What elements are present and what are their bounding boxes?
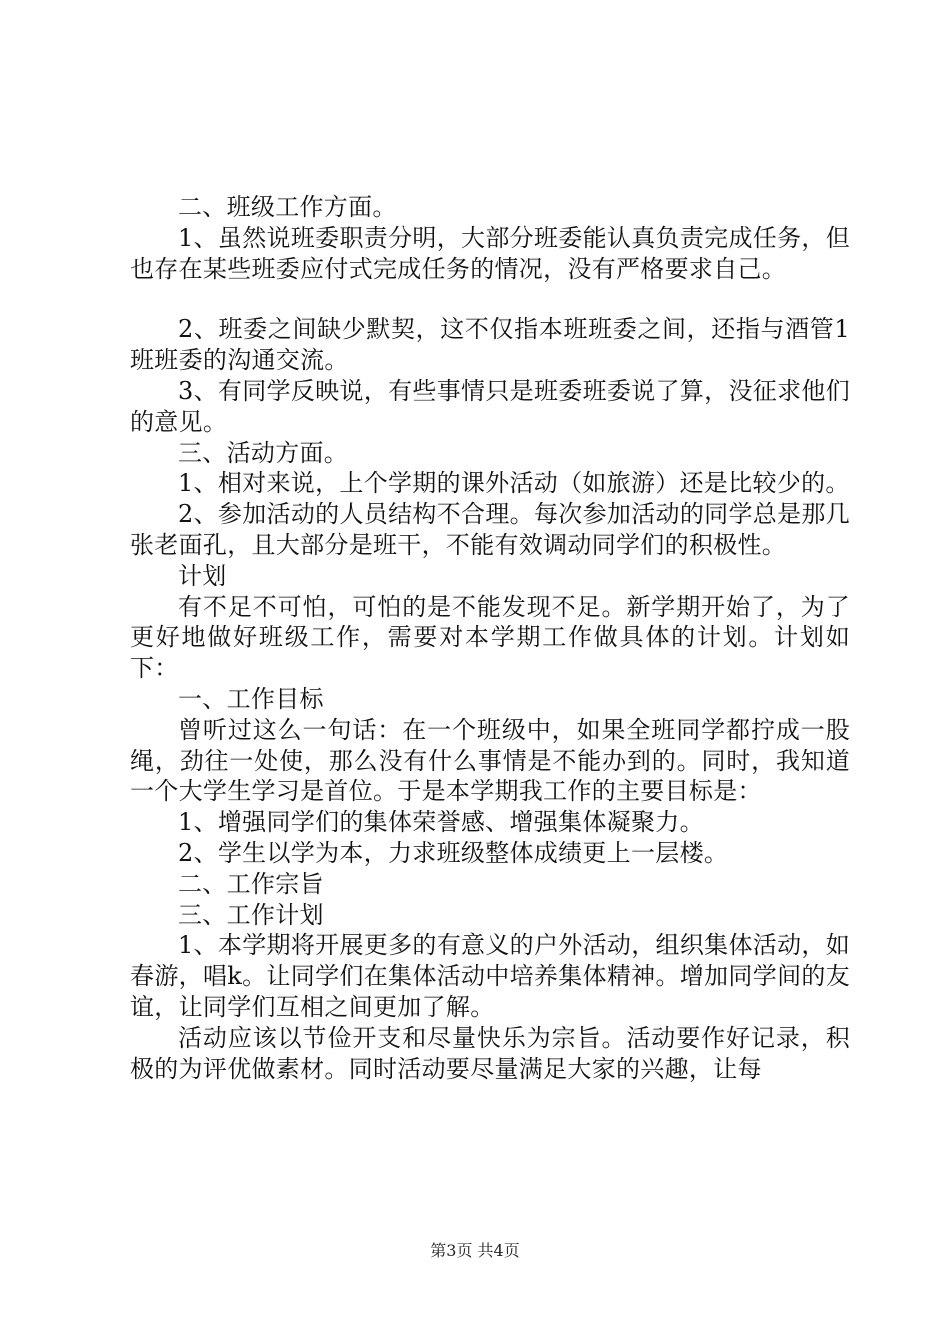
paragraph-plan-intro: 有不足不可怕，可怕的是不能发现不足。新学期开始了，为了更好地做好班级工作，需要对本学期工作做具体的计划。计划如下： <box>130 592 850 683</box>
paragraph-class-work-2: 2、班委之间缺少默契，这不仅指本班班委之间，还指与酒管1班班委的沟通交流。 <box>130 315 850 375</box>
paragraph-activity-principle: 活动应该以节俭开支和尽量快乐为宗旨。活动要作好记录，积极的为评优做素材。同时活动要尽量满足大家的兴趣，让每 <box>130 1023 850 1083</box>
page-footer <box>0 1241 950 1261</box>
section-heading-plan: 计划 <box>178 561 227 590</box>
paragraph-goal-1: 1、增强同学们的集体荣誉感、增强集体凝聚力。 <box>178 808 704 837</box>
section-heading-activities: 三、活动方面。 <box>178 438 349 467</box>
document-body <box>130 192 850 1084</box>
paragraph-class-work-3: 3、有同学反映说，有些事情只是班委班委说了算，没征求他们的意见。 <box>130 376 850 436</box>
section-heading-work-goal: 一、工作目标 <box>178 684 324 713</box>
page-number: 第3页 共4页 <box>430 1241 520 1260</box>
section-heading-work-plan: 三、工作计划 <box>178 900 324 929</box>
paragraph-goal-2: 2、学生以学为本，力求班级整体成绩更上一层楼。 <box>178 838 729 867</box>
paragraph-activities-2: 2、参加活动的人员结构不合理。每次参加活动的同学总是那几张老面孔，且大部分是班干，不能有效调动同学们的积极性。 <box>130 500 850 559</box>
paragraph-work-goal: 曾听过这么一句话：在一个班级中，如果全班同学都拧成一股绳，劲往一处使，那么没有什么事情是不能办到的。同时，我知道一个大学生学习是首位。于是本学期我工作的主要目标是： <box>130 715 850 806</box>
paragraph-class-work-1: 1、虽然说班委职责分明，大部分班委能认真负责完成任务，但也存在某些班委应付式完成任务的情况，没有严格要求自己。 <box>130 223 850 283</box>
section-heading-work-purpose: 二、工作宗旨 <box>178 869 324 898</box>
paragraph-work-plan-1: 1、本学期将开展更多的有意义的户外活动，组织集体活动，如春游，唱k。让同学们在集体活动中培养集体精神。增加同学间的友谊，让同学们互相之间更加了解。 <box>130 931 850 1021</box>
section-heading-class-work: 二、班级工作方面。 <box>178 193 397 221</box>
paragraph-activities-1: 1、相对来说，上个学期的课外活动（如旅游）还是比较少的。 <box>178 469 850 498</box>
